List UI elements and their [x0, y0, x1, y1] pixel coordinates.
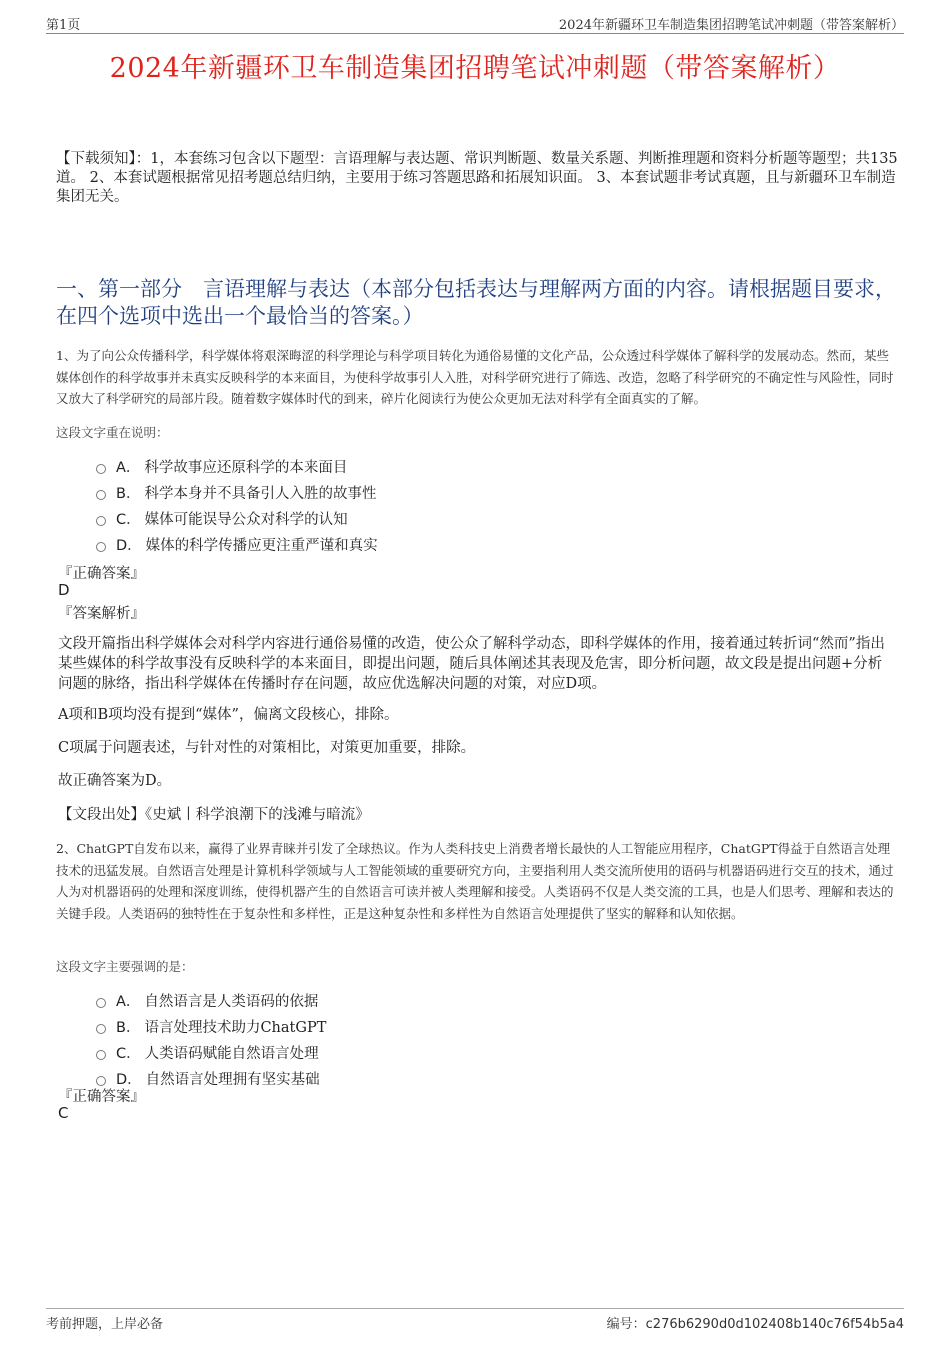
question-1-analysis-para: A项和B项均没有提到“媒体”，偏离文段核心，排除。 — [58, 707, 399, 723]
radio-icon[interactable] — [96, 1024, 106, 1034]
radio-icon[interactable] — [96, 464, 106, 474]
option-letter: C． — [116, 512, 141, 528]
footer-divider — [46, 1308, 904, 1309]
question-1-analysis-para: C项属于问题表述，与针对性的对策相比，对策更加重要，排除。 — [58, 740, 476, 756]
question-2-answer: C — [58, 1104, 69, 1122]
question-1-option-a[interactable] — [96, 456, 347, 477]
question-1-analysis-para: 文段开篇指出科学媒体会对科学内容进行通俗易懂的改造，使公众了解科学动态，即科学媒体的作用，接着通过转折词“然而”指出某些媒体的科学故事没有反映科学的本来面目，即提出问题，随后具体阐述其表现及危害，即分析问题，故文段是提出问题+分析问题的脉络，指出科学媒体在传播时存在问题，故应优选解决问题的对策，对应D项。 — [58, 636, 885, 692]
question-1-option-c[interactable] — [96, 508, 348, 529]
option-text: 自然语言是人类语码的依据 — [144, 994, 319, 1010]
page-number: 第1页 — [46, 18, 81, 33]
option-letter: C． — [116, 1046, 141, 1062]
question-1-prompt: 这段文字重在说明： — [56, 425, 169, 440]
footer-doc-code — [607, 1313, 904, 1332]
question-2-answer-label: 『正确答案』 — [58, 1089, 145, 1105]
option-letter: B． — [116, 486, 141, 502]
radio-icon[interactable] — [96, 490, 106, 500]
question-1-text: 1、为了向公众传播科学，科学媒体将艰深晦涩的科学理论与科学项目转化为通俗易懂的文化产品，公众透过科学媒体了解科学的发展动态。然而，某些媒体创作的科学故事并未真实反映科学的本来面目，为使科学故事引人入胜，对科学研究进行了筛选、改造，忽略了科学研究的不确定性与风险性，同时又放大了科学研究的局部片段。随着数字媒体时代的到来，碎片化阅读行为使公众更加无法对科学有全面真实的了解。 — [56, 348, 894, 406]
option-letter: D． — [116, 1072, 142, 1088]
question-1-analysis-para: 故正确答案为D。 — [58, 773, 172, 789]
question-1-answer: D — [58, 581, 70, 599]
option-text: 媒体的科学传播应更注重严谨和真实 — [145, 538, 378, 554]
option-text: 语言处理技术助力ChatGPT — [144, 1020, 327, 1036]
footer-code-label: 编号： — [606, 1317, 646, 1332]
question-1-option-d[interactable] — [96, 534, 378, 555]
radio-icon[interactable] — [96, 516, 106, 526]
section-heading: 一、第一部分 言语理解与表达（本部分包括表达与理解两方面的内容。请根据题目要求，在四个选项中选出一个最恰当的答案。） — [56, 277, 896, 328]
question-1-answer-label: 『正确答案』 — [58, 566, 145, 582]
option-letter: B． — [116, 1020, 141, 1036]
radio-icon[interactable] — [96, 542, 106, 552]
header-doc-title: 2024年新疆环卫车制造集团招聘笔试冲刺题（带答案解析） — [558, 18, 904, 33]
question-2-option-b[interactable] — [96, 1016, 326, 1037]
option-text: 媒体可能误导公众对科学的认知 — [144, 512, 348, 528]
question-1-option-b[interactable] — [96, 482, 376, 503]
question-1-analysis-label: 『答案解析』 — [58, 606, 145, 622]
option-letter: A． — [116, 994, 141, 1010]
option-text: 科学故事应还原科学的本来面目 — [144, 460, 348, 476]
option-text: 科学本身并不具备引人入胜的故事性 — [144, 486, 377, 502]
option-letter: A． — [116, 460, 141, 476]
question-2-option-c[interactable] — [96, 1042, 319, 1063]
header-divider — [46, 33, 904, 34]
question-2-prompt: 这段文字主要强调的是： — [56, 959, 194, 974]
footer-code-value: c276b6290d0d102408b140c76f54b5a4 — [645, 1317, 904, 1332]
radio-icon[interactable] — [96, 998, 106, 1008]
download-notice: 【下载须知】：1，本套练习包含以下题型：言语理解与表达题、常识判断题、数量关系题、判断推理题和资料分析题等题型；共135道。 2、本套试题根据常见招考题总结归纳，主要用于练习答题思路和拓展知识面。 3、本套试题非考试真题，且与新疆环卫车制造集团无关。 — [56, 151, 898, 205]
question-2-option-a[interactable] — [96, 990, 318, 1011]
footer-slogan: 考前押题，上岸必备 — [46, 1317, 164, 1332]
option-text: 人类语码赋能自然语言处理 — [144, 1046, 319, 1062]
question-2-text: 2、ChatGPT自发布以来，赢得了业界青睐并引发了全球热议。作为人类科技史上消费者增长最快的人工智能应用程序，ChatGPT得益于自然语言处理技术的迅猛发展。自然语言处理是计算机科学领域与人工智能领域的重要研究方向，主要指利用人类交流所使用的语码与机器语码进行交互的技术，通过人为对机器语码的处理和深度训练，使得机器产生的自然语言可读并被人类理解和接受。人类语码不仅是人类交流的工具，也是人们思考、理解和表达的关键手段。人类语码的独特性在于复杂性和多样性，正是这种复杂性和多样性为自然语言处理提供了坚实的解释和认知依据。 — [56, 841, 894, 921]
radio-icon[interactable] — [96, 1076, 106, 1086]
question-1-source: 【文段出处】《史斌丨科学浪潮下的浅滩与暗流》 — [58, 807, 370, 823]
option-letter: D． — [116, 538, 142, 554]
option-text: 自然语言处理拥有坚实基础 — [145, 1072, 320, 1088]
radio-icon[interactable] — [96, 1050, 106, 1060]
page-title: 2024年新疆环卫车制造集团招聘笔试冲刺题（带答案解析） — [109, 53, 841, 84]
